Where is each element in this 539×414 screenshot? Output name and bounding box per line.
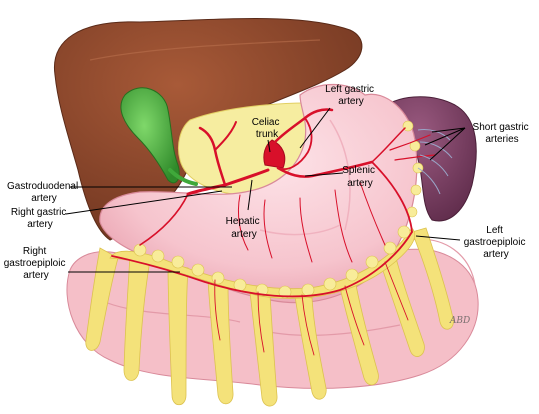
- label-hepatic-artery: Hepatic artery: [225, 216, 260, 240]
- label-left-gastroepiploic-artery: Left gastroepiploic artery: [463, 225, 526, 260]
- label-gastroduodenal-artery: Gastroduodenal artery: [7, 181, 79, 204]
- label-celiac-trunk: Celiac trunk: [251, 117, 280, 140]
- label-right-gastroepiploic-artery: Right gastroepiploic artery: [3, 246, 66, 281]
- label-splenic-artery: Splenic artery: [342, 165, 376, 189]
- label-short-gastric-arteries: Short gastric arteries: [472, 122, 529, 145]
- label-left-gastric-artery: Left gastric artery: [325, 84, 375, 107]
- artist-signature: ABD: [449, 316, 471, 326]
- label-right-gastric-artery: Right gastric artery: [10, 207, 67, 230]
